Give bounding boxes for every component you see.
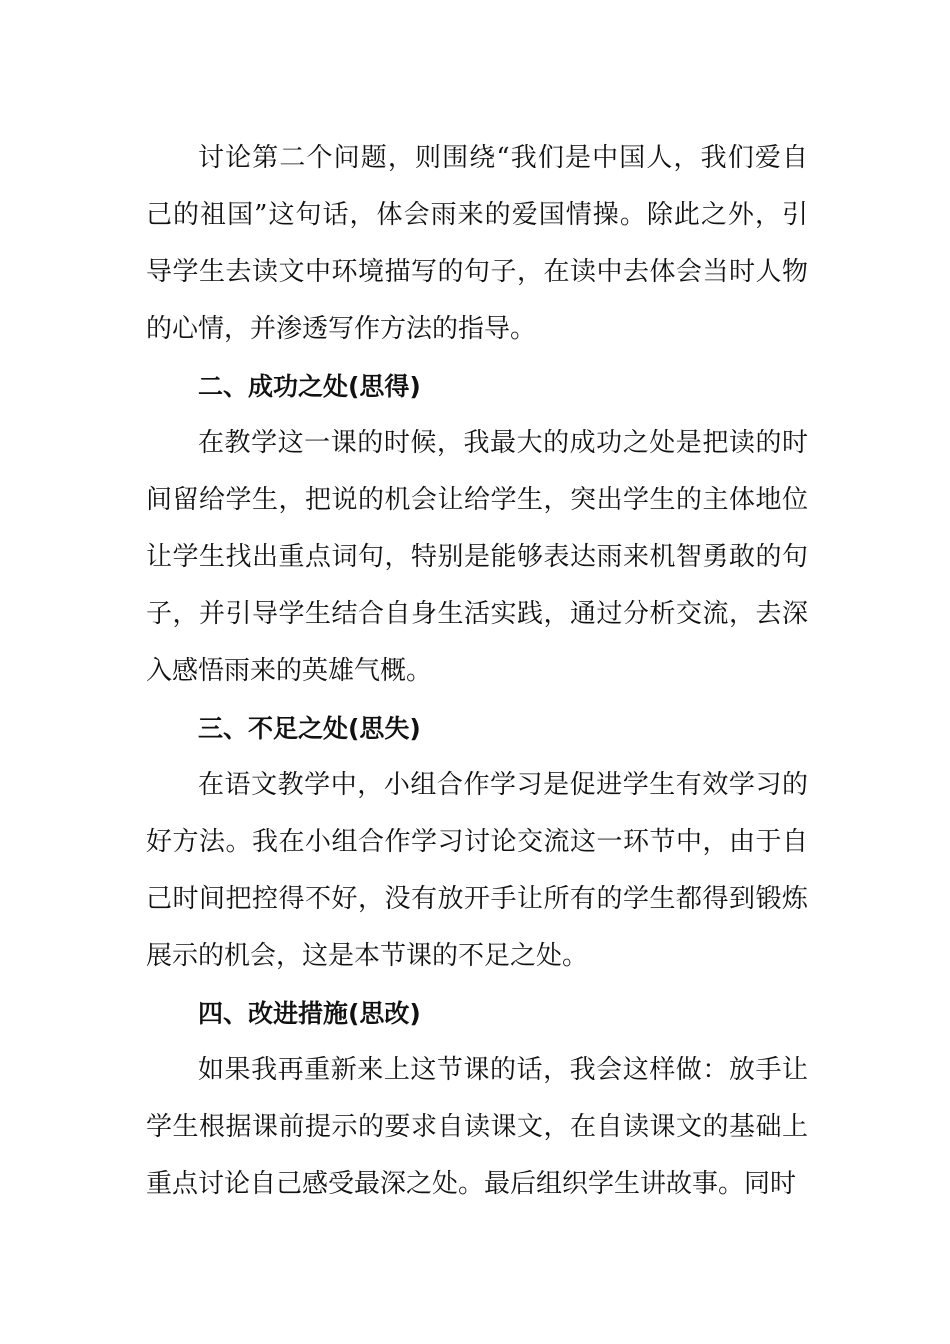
- paragraph: 在教学这一课的时候，我最大的成功之处是把读的时间留给学生，把说的机会让给学生，突出学生的主体地位让学生找出重点词句，特别是能够表达雨来机智勇敢的句子，并引导学生结合自身生活实践，通过分析交流，去深入感悟雨来的英雄气概。: [146, 428, 808, 686]
- paragraph: 在语文教学中，小组合作学习是促进学生有效学习的好方法。我在小组合作学习讨论交流这一环节中，由于自己时间把控得不好，没有放开手让所有的学生都得到锻炼展示的机会，这是本节课的不足之处。: [146, 770, 808, 971]
- paragraph: 如果我再重新来上这节课的话，我会这样做：放手让学生根据课前提示的要求自读课文，在自读课文的基础上重点讨论自己感受最深之处。最后组织学生讲故事。同时: [146, 1055, 808, 1199]
- document-body: [146, 130, 808, 1213]
- section-heading: 四、改进措施(思改): [198, 999, 421, 1028]
- section-heading: 二、成功之处(思得): [198, 372, 421, 401]
- section-heading: 三、不足之处(思失): [198, 714, 421, 743]
- paragraph: 讨论第二个问题，则围绕“我们是中国人，我们爱自己的祖国”这句话，体会雨来的爱国情操。除此之外，引导学生去读文中环境描写的句子，在读中去体会当时人物的心情，并渗透写作方法的指导。: [146, 143, 808, 344]
